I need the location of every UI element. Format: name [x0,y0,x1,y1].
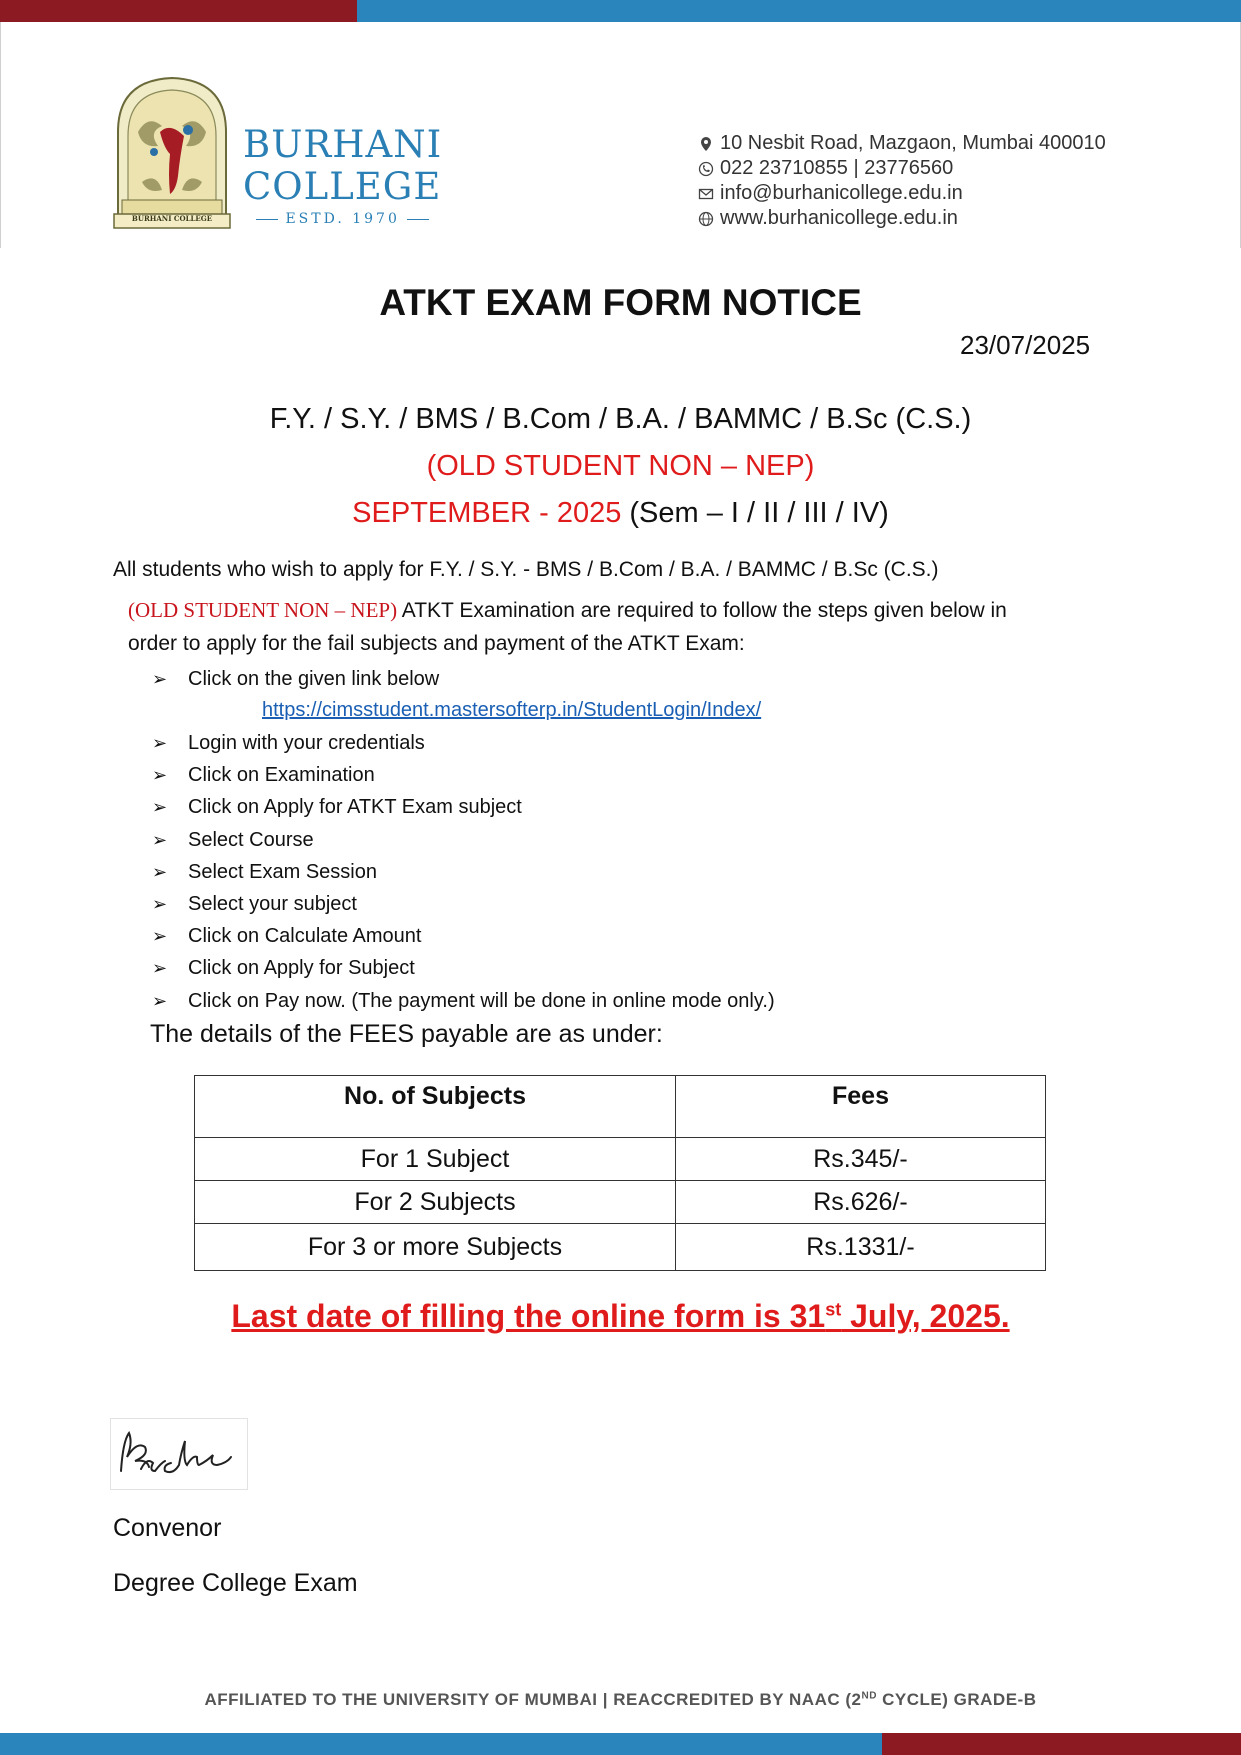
table-header-row [195,1076,1046,1138]
step-item [152,791,775,823]
step-text: Click on the given link below [188,668,440,690]
exam-session-semesters: (Sem – I / II / III / IV) [621,497,889,529]
step-text: Click on Calculate Amount [188,925,422,948]
estd-rule-right [407,219,429,220]
deadline-date: July, 2025. [841,1298,1010,1334]
arrow-bullet-icon: ➢ [152,861,168,882]
intro-line-2 [128,598,1007,623]
college-estd [256,211,429,227]
step-item [152,856,775,888]
fees-cell: Rs.345/- [676,1138,1046,1181]
fees-intro: The details of the FEES payable are as under: [150,1020,663,1048]
estd-text: ESTD. 1970 [285,211,400,227]
step-text: Select Course [188,828,314,851]
notice-date: 23/07/2025 [960,330,1091,360]
college-name [243,124,442,208]
website-text[interactable]: www.burhanicollege.edu.in [720,207,958,229]
page-title: ATKT EXAM FORM NOTICE [379,282,862,323]
step-text: Login with your credentials [188,732,425,754]
top-bar-blue [357,0,1241,22]
step-text: Click on Apply for ATKT Exam subject [188,796,522,819]
arrow-bullet-icon: ➢ [152,990,168,1011]
footer-text-sup: ND [861,1690,877,1702]
step-item [152,759,775,791]
college-name-line2: COLLEGE [243,165,442,208]
step-item-link [152,663,439,695]
exam-session-month: SEPTEMBER - 2025 [352,497,622,529]
intro-category: (OLD STUDENT NON – NEP) [128,598,398,622]
phone-icon [698,161,714,177]
email-text[interactable]: info@burhanicollege.edu.in [720,182,963,204]
exam-portal-link-row [262,694,761,726]
step-text: Click on Pay now. (The payment will be done in online mode only.) [188,989,775,1012]
table-row [195,1224,1046,1271]
fees-table [194,1075,1046,1271]
arrow-bullet-icon: ➢ [152,893,168,914]
arrow-bullet-icon: ➢ [152,797,168,818]
emblem-caption: BURHANI COLLEGE [131,214,213,223]
intro-line-3: order to apply for the fail subjects and payment of the ATKT Exam: [128,632,745,655]
step-text: Select Exam Session [188,860,377,883]
step-item [152,985,775,1017]
arrow-bullet-icon: ➢ [152,926,168,947]
footer-text-pre: AFFILIATED TO THE UNIVERSITY OF MUMBAI | REACCREDITED BY NAAC (2 [204,1690,862,1709]
contact-address [698,132,1106,155]
column-header-subjects: No. of Subjects [195,1076,676,1138]
step-item [152,727,775,759]
table-row [195,1138,1046,1181]
step-text: Click on Examination [188,764,375,787]
step-item [152,824,775,856]
contact-email[interactable] [698,182,963,205]
course-list: F.Y. / S.Y. / BMS / B.Com / B.A. / BAMMC / B.Sc (C.S.) [269,403,972,435]
globe-icon [698,211,714,227]
table-row [195,1181,1046,1224]
footer-accreditation [0,1690,1241,1710]
location-pin-icon [698,136,714,152]
contact-phone [698,157,953,180]
college-emblem [108,72,236,232]
column-header-fees: Fees [676,1076,1046,1138]
exam-session [0,497,1241,530]
deadline-ordinal: st [825,1299,842,1320]
signatory-role: Convenor [113,1514,222,1542]
exam-portal-link[interactable]: https://cimsstudent.mastersofterp.in/StudentLogin/Index/ [262,699,762,721]
signature-image [111,1419,247,1489]
student-category: (OLD STUDENT NON – NEP) [426,450,815,482]
subjects-cell: For 2 Subjects [195,1181,676,1224]
header-border-left [0,22,1,248]
step-item [152,888,775,920]
fees-cell: Rs.626/- [676,1181,1046,1224]
step-item [152,920,775,952]
contact-website[interactable] [698,207,958,230]
top-bar-red [0,0,357,22]
bottom-bar-red [882,1733,1241,1755]
arrow-bullet-icon: ➢ [152,765,168,786]
subjects-cell: For 1 Subject [195,1138,676,1181]
step-item [152,952,775,984]
subjects-cell: For 3 or more Subjects [195,1224,676,1271]
step-text: Click on Apply for Subject [188,957,415,980]
address-text: 10 Nesbit Road, Mazgaon, Mumbai 400010 [720,132,1106,154]
footer-text-post: CYCLE) GRADE-B [876,1690,1037,1709]
estd-rule-left [256,219,278,220]
intro-line-2-text: ATKT Examination are required to follow the steps given below in [397,599,1007,622]
bottom-bar-blue [0,1733,882,1755]
arrow-bullet-icon: ➢ [152,733,168,753]
phone-text: 022 23710855 | 23776560 [720,157,954,179]
fees-cell: Rs.1331/- [676,1224,1046,1271]
deadline-text: Last date of filling the online form is 31 [231,1298,826,1334]
step-text: Select your subject [188,892,357,915]
steps-list [152,727,775,1017]
arrow-bullet-icon: ➢ [152,669,168,689]
arrow-bullet-icon: ➢ [152,829,168,850]
signatory-department: Degree College Exam [113,1569,358,1597]
mail-icon [698,186,714,202]
intro-line-1: All students who wish to apply for F.Y. / S.Y. - BMS / B.Com / B.A. / BAMMC / B.Sc (C.S.) [113,558,939,581]
signature-box [110,1418,248,1490]
arrow-bullet-icon: ➢ [152,958,168,979]
college-name-line1: BURHANI [243,123,443,166]
deadline-notice [0,1298,1241,1335]
